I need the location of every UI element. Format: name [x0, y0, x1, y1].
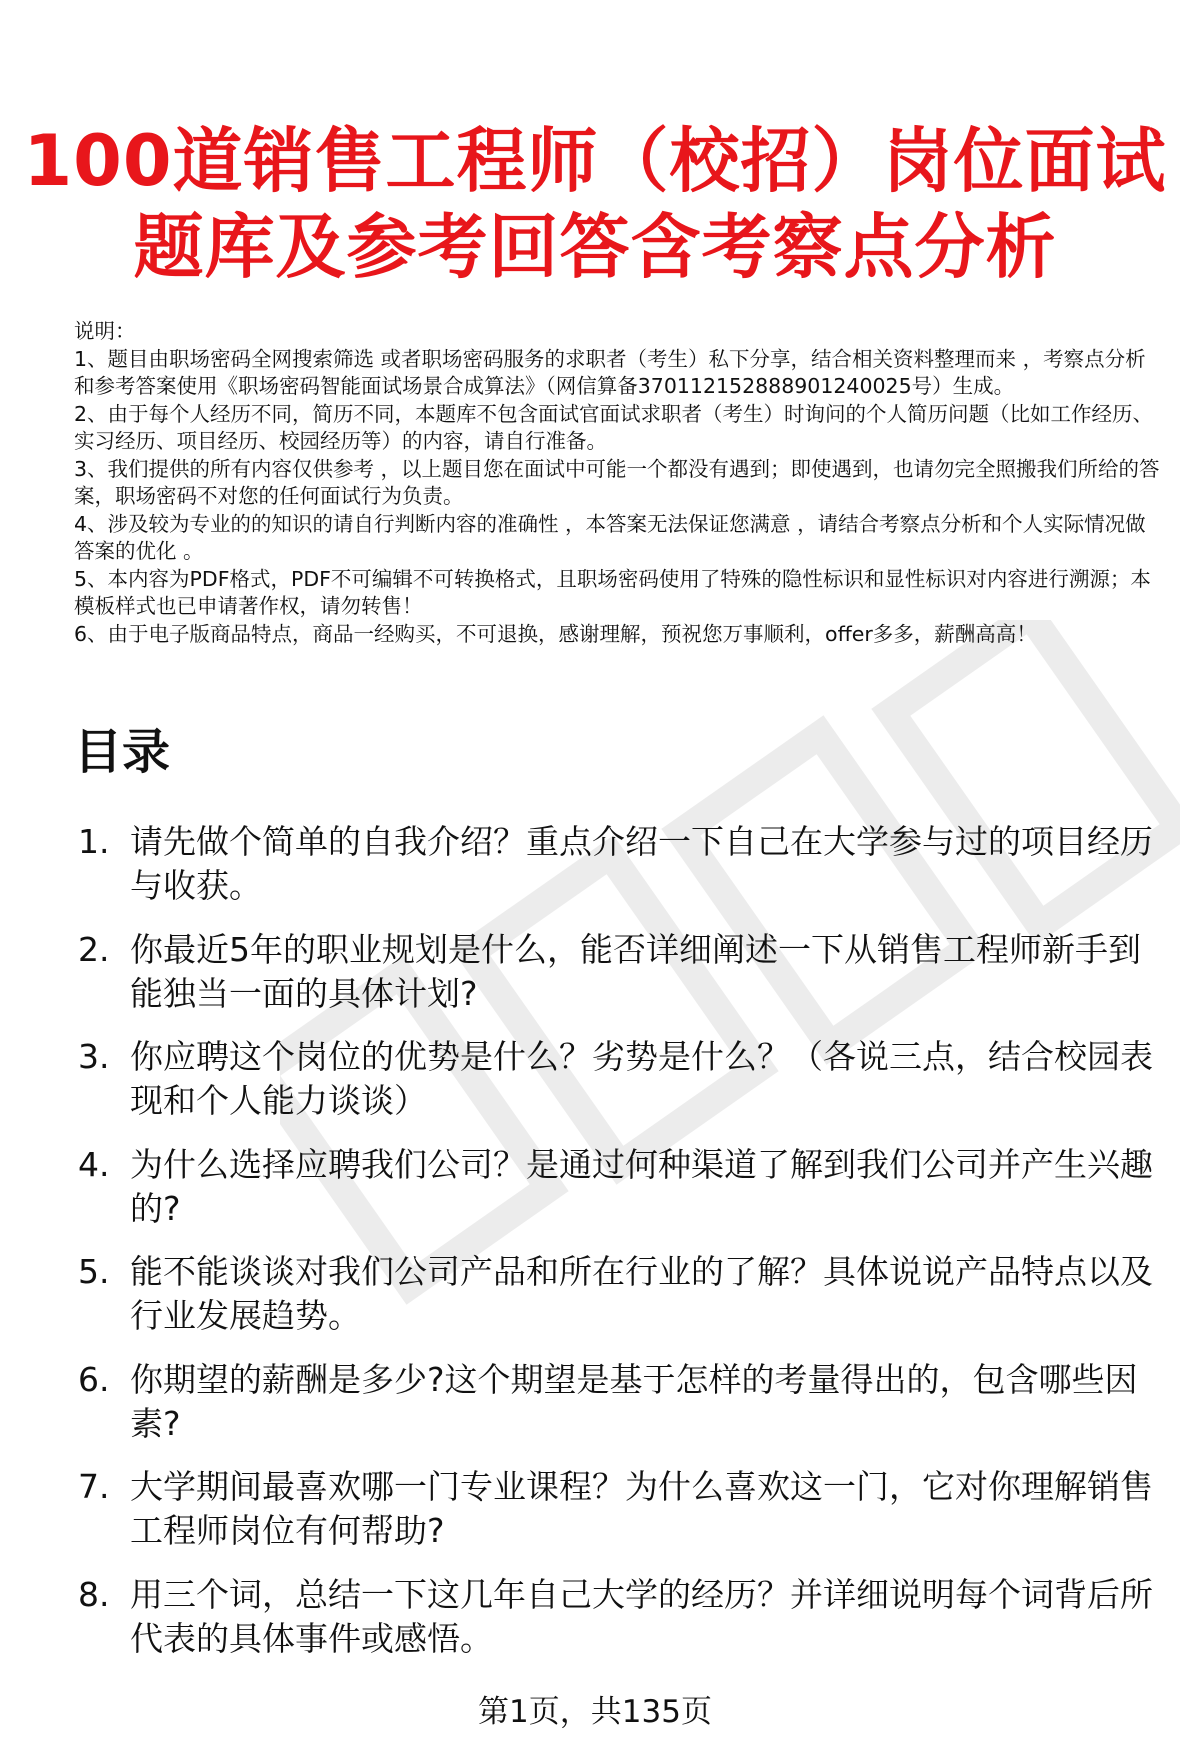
title-line-2: 题库及参考回答含考察点分析	[133, 206, 1057, 288]
toc-item-text: 你应聘这个岗位的优势是什么？劣势是什么？（各说三点，结合校园表现和个人能力谈谈）	[130, 1037, 1153, 1120]
toc-item-text: 用三个词，总结一下这几年自己大学的经历？并详细说明每个词背后所代表的具体事件或感悟。	[130, 1574, 1153, 1658]
note-item: 2、由于每个人经历不同，简历不同，本题库不包含面试官面试求职者（考生）时询问的个人简历问题（比如工作经历、实习经历、项目经历、校园经历等）的内容，请自行准备。	[74, 401, 1154, 453]
document-title	[0, 118, 1190, 290]
toc-item-number: 8.	[78, 1574, 110, 1614]
toc-item[interactable]	[74, 1573, 1170, 1661]
note-item: 5、本内容为PDF格式，PDF不可编辑不可转换格式，且职场密码使用了特殊的隐性标识和显性标识对内容进行溯源；本模板样式也已申请著作权，请勿转售！	[74, 566, 1151, 618]
toc-item[interactable]	[74, 1035, 1170, 1123]
toc-item-number: 3.	[78, 1037, 110, 1076]
notes-heading: 说明：	[74, 319, 136, 343]
toc-item[interactable]	[74, 928, 1170, 1016]
page-number: 第1页，共135页	[478, 1694, 712, 1730]
toc-item-text: 能不能谈谈对我们公司产品和所在行业的了解？具体说说产品特点以及行业发展趋势。	[130, 1252, 1153, 1335]
toc-item-number: 5.	[78, 1252, 110, 1291]
toc-item-text: 你最近5年的职业规划是什么，能否详细阐述一下从销售工程师新手到能独当一面的具体计划?	[130, 929, 1141, 1013]
toc-item-number: 1.	[78, 822, 110, 861]
toc-item-text: 为什么选择应聘我们公司？是通过何种渠道了解到我们公司并产生兴趣的?	[130, 1144, 1153, 1228]
toc-item-number: 7.	[78, 1467, 110, 1506]
toc-item-text: 请先做个简单的自我介绍？重点介绍一下自己在大学参与过的项目经历与收获。	[130, 822, 1153, 905]
toc-item-number: 6.	[78, 1359, 110, 1399]
toc-item-text: 你期望的薪酬是多少?这个期望是基于怎样的考量得出的，包含哪些因素?	[130, 1359, 1138, 1443]
disclaimer-notes	[74, 318, 1160, 648]
toc-item-text: 大学期间最喜欢哪一门专业课程？为什么喜欢这一门，它对你理解销售工程师岗位有何帮助?	[130, 1467, 1153, 1550]
toc-list	[74, 820, 1170, 1680]
note-item: 1、题目由职场密码全网搜索筛选 或者职场密码服务的求职者（考生）私下分享，结合相关资料整理而来 ，考察点分析和参考答案使用《职场密码智能面试场景合成算法》（网信算备370112152888901240025号）生成。	[74, 346, 1146, 398]
note-item: 3、我们提供的所有内容仅供参考 ，以上题目您在面试中可能一个都没有遇到；即使遇到，也请勿完全照搬我们所给的答案，职场密码不对您的任何面试行为负责。	[74, 456, 1160, 508]
title-line-1: 100道销售工程师（校招）岗位面试	[23, 120, 1167, 202]
toc-item[interactable]	[74, 1250, 1170, 1338]
toc-heading: 目录	[74, 724, 171, 780]
note-item: 6、由于电子版商品特点，商品一经购买，不可退换，感谢理解，预祝您万事顺利，offer多多，薪酬高高！	[74, 621, 1037, 646]
toc-item[interactable]	[74, 820, 1170, 908]
toc-item[interactable]	[74, 1358, 1170, 1446]
toc-item[interactable]	[74, 1143, 1170, 1231]
toc-item[interactable]	[74, 1465, 1170, 1553]
note-item: 4、涉及较为专业的的知识的请自行判断内容的准确性 ，本答案无法保证您满意 ，请结合考察点分析和个人实际情况做答案的优化 。	[74, 511, 1146, 563]
toc-item-number: 4.	[78, 1144, 110, 1184]
toc-item-number: 2.	[78, 929, 110, 969]
